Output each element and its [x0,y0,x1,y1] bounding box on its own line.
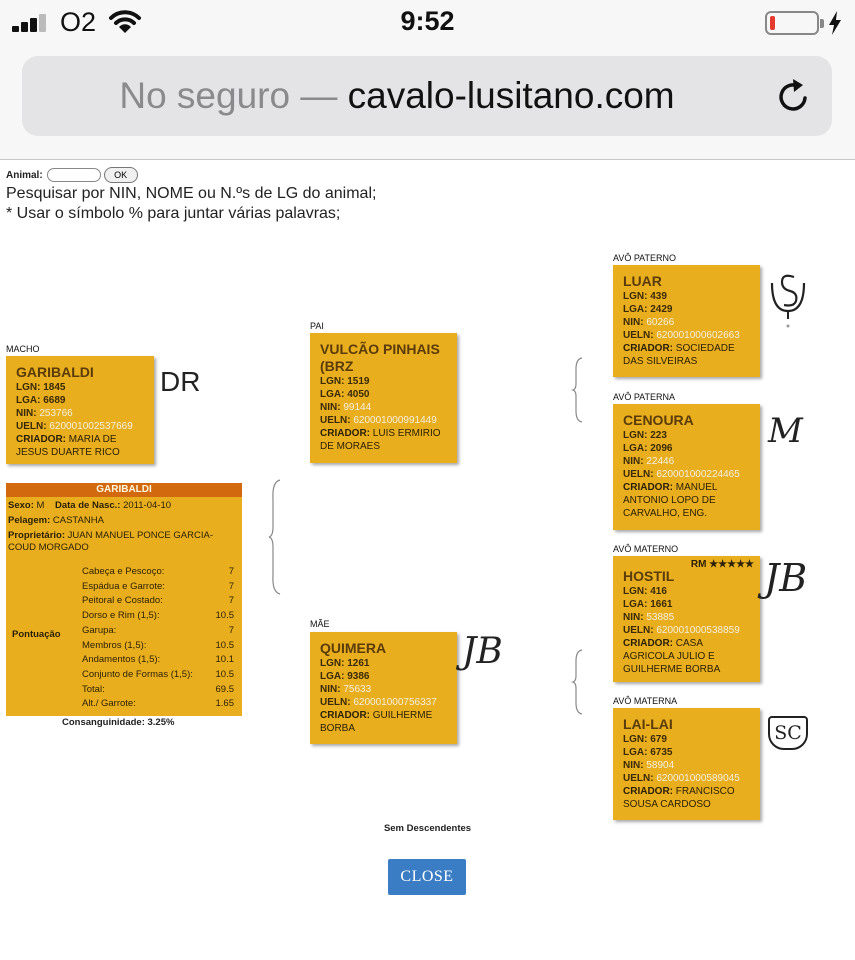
score-row [82,595,234,606]
proprietario-label: Proprietário: [8,530,66,541]
score-label: Dorso e Rim (1,5): [82,610,160,622]
criador-label: CRIADOR: [623,343,673,354]
horse-brand-mark: DR [160,366,201,397]
horse-nin: 253766 [39,408,73,419]
animal-search-input[interactable] [47,168,101,182]
mgd-card[interactable] [613,708,760,820]
score-value: 10.5 [215,668,234,680]
criador-label: CRIADOR: [320,428,370,439]
score-row [82,640,234,651]
lgn-label: LGN: [320,658,345,669]
charging-bolt-icon [828,11,842,35]
close-button[interactable]: CLOSE [388,859,466,895]
sire-nin: 99144 [343,402,372,413]
ueln-label: UELN: [623,469,654,480]
nin-label: NIN: [623,612,644,623]
score-value: 7 [228,624,234,636]
pgs-nin: 60266 [646,317,675,328]
ueln-label: UELN: [623,330,654,341]
sire-criador: LUIS ERMIRIO DE MORAES [320,428,441,452]
sire-lga: 4050 [347,389,370,400]
pgd-card[interactable] [613,404,760,530]
pgs-lgn: 439 [650,291,667,302]
pelagem-value: CASTANHA [52,515,104,526]
pgd-lgn: 223 [650,430,667,441]
carrier-name: O2 [60,7,97,37]
sire-lgn: 1519 [347,376,370,387]
proprietario-value: JUAN MANUEL PONCE GARCIA-COUD MORGADO [8,530,213,553]
cell-signal-icon [12,14,54,32]
pgd-nin: 22446 [646,456,675,467]
mgs-name: HOSTIL [623,568,675,584]
sexo-value: M [36,500,45,511]
dam-criador: GUILHERME BORBA [320,710,433,734]
horse-lgn: 1845 [43,382,66,393]
mgd-brand-mark: SC [768,716,808,750]
pgd-caption: AVÔ PATERNA [613,392,676,402]
score-value: 7 [228,595,234,607]
score-row [82,581,234,592]
brace-paternal [572,357,584,423]
browser-toolbar [0,46,855,160]
score-row [82,669,234,680]
horse-lga: 6689 [43,395,66,406]
mgs-lga: 1661 [650,599,673,610]
ueln-label: UELN: [623,625,654,636]
pgd-name: CENOURA [623,412,694,428]
pgd-brand-mark: M [768,411,803,451]
mgd-criador: FRANCISCO SOUSA CARDOSO [623,786,735,810]
pgs-lga: 2429 [650,304,673,315]
nin-label: NIN: [16,408,37,419]
score-label: Garupa: [82,624,117,636]
score-label: Conjunto de Formas (1,5): [82,668,193,680]
page-content [0,161,855,960]
search-hint: Pesquisar por NIN, NOME ou N.ºs de LG do animal; [6,185,377,202]
nin-label: NIN: [320,684,341,695]
lga-label: LGA: [623,599,648,610]
nin-label: NIN: [623,456,644,467]
score-value: 10.5 [215,639,234,651]
score-label: Total: [82,683,105,695]
score-row [82,698,234,709]
lga-label: LGA: [623,747,648,758]
sire-caption: PAI [310,321,324,331]
pgs-caption: AVÔ PATERNO [613,253,677,263]
lgn-label: LGN: [623,586,648,597]
battery-icon [765,11,819,35]
pelagem-label: Pelagem: [8,515,51,526]
status-bar [0,0,855,46]
mgs-caption: AVÔ MATERNO [613,544,679,554]
mgs-criador: CASA AGRICOLA JULIO E GUILHERME BORBA [623,638,721,675]
mgd-lga: 6735 [650,747,673,758]
score-row [82,610,234,621]
score-label: Cabeça e Pescoço: [82,566,165,577]
horse-details-panel [6,483,242,716]
address-bar[interactable] [22,56,832,136]
lga-label: LGA: [320,671,345,682]
horse-caption: MACHO [6,344,40,354]
criador-label: CRIADOR: [623,786,673,797]
dam-caption: MÃE [310,619,330,629]
score-value: 7 [228,580,234,592]
dam-lga: 9386 [347,671,370,682]
mgd-nin: 58904 [646,760,675,771]
lgn-label: LGN: [623,734,648,745]
sem-descendentes: Sem Descendentes [383,823,472,834]
score-value: 7 [228,566,234,577]
pgs-card[interactable] [613,265,760,377]
score-value: 69.5 [215,683,234,695]
score-label: Espádua e Garrote: [82,580,165,592]
nin-label: NIN: [320,402,341,413]
rm-rating: RM ★★★★★ [690,559,754,570]
dam-card[interactable] [310,632,457,744]
score-label: Membros (1,5): [82,639,147,651]
score-row [82,625,234,636]
clock: 9:52 [400,6,455,36]
brace-maternal [572,649,584,715]
details-header: GARIBALDI [6,483,242,497]
mgs-card[interactable] [613,556,760,682]
criador-label: CRIADOR: [320,710,370,721]
wifi-icon [108,9,142,35]
ueln-label: UELN: [623,773,654,784]
lgn-label: LGN: [320,376,345,387]
score-value: 10.1 [215,654,234,666]
lga-label: LGA: [16,395,41,406]
score-row [82,684,234,695]
ueln-label: UELN: [16,421,47,432]
sire-card[interactable] [310,333,457,463]
search-row [6,167,138,183]
sexo-label: Sexo: [8,500,34,511]
pgd-criador: MANUEL ANTONIO LOPO DE CARVALHO, ENG. [623,482,718,519]
dam-nin: 75633 [343,684,372,695]
lga-label: LGA: [623,443,648,454]
ok-button[interactable]: OK [104,167,138,183]
pgd-ueln: 620001000224465 [656,469,740,480]
ueln-label: UELN: [320,415,351,426]
criador-label: CRIADOR: [623,638,673,649]
score-row [82,566,234,577]
dam-lgn: 1261 [347,658,370,669]
mgs-lgn: 416 [650,586,667,597]
mgs-brand-mark: JB [764,556,808,600]
search-label: Animal: [6,169,43,181]
reload-icon[interactable] [774,76,814,116]
dam-ueln: 620001000756337 [353,697,437,708]
score-row [82,654,234,665]
pgd-lga: 2096 [650,443,673,454]
search-hint-wildcard: * Usar o símbolo % para juntar várias palavras; [6,205,341,222]
nasc-label: Data de Nasc.: [55,500,121,511]
lgn-label: LGN: [623,291,648,302]
mgs-ueln: 620001000538859 [656,625,740,636]
score-value: 10.5 [215,610,234,622]
lgn-label: LGN: [623,430,648,441]
score-label: Alt./ Garrote: [82,698,136,710]
pontuacao-label: Pontuação [12,629,61,640]
mgs-nin: 53885 [646,612,675,623]
horse-ueln: 620001002537669 [49,421,133,432]
sire-ueln: 620001000991449 [353,415,437,426]
brace-parents [268,479,282,595]
nasc-value: 2011-04-10 [123,500,172,511]
dam-name: QUIMERA [320,640,387,656]
ueln-label: UELN: [320,697,351,708]
lga-label: LGA: [320,389,345,400]
mgd-lgn: 679 [650,734,667,745]
dam-brand-mark: JB [462,631,503,672]
score-label: Peitoral e Costado: [82,595,163,607]
sire-name: VULCÃO PINHAIS (BRZ [320,341,440,374]
pgs-name: LUAR [623,273,662,289]
score-value: 1.65 [215,698,234,710]
horse-name: GARIBALDI [16,364,94,380]
horse-card[interactable] [6,356,154,464]
score-label: Andamentos (1,5): [82,654,161,666]
mgd-ueln: 620001000589045 [656,773,740,784]
nin-label: NIN: [623,317,644,328]
consanguinidade: Consanguinidade: 3.25% [62,717,175,728]
criador-label: CRIADOR: [623,482,673,493]
security-label: No seguro — [119,75,338,116]
mgd-name: LAI-LAI [623,716,673,732]
nin-label: NIN: [623,760,644,771]
pgs-brand-mark [768,271,808,329]
lga-label: LGA: [623,304,648,315]
horse-criador: MARIA DE JESUS DUARTE RICO [16,434,120,458]
pgs-ueln: 620001000602663 [656,330,740,341]
pgs-criador: SOCIEDADE DAS SILVEIRAS [623,343,735,367]
lgn-label: LGN: [16,382,41,393]
mgd-caption: AVÔ MATERNA [613,696,678,706]
criador-label: CRIADOR: [16,434,66,445]
url-host: cavalo-lusitano.com [347,75,675,116]
